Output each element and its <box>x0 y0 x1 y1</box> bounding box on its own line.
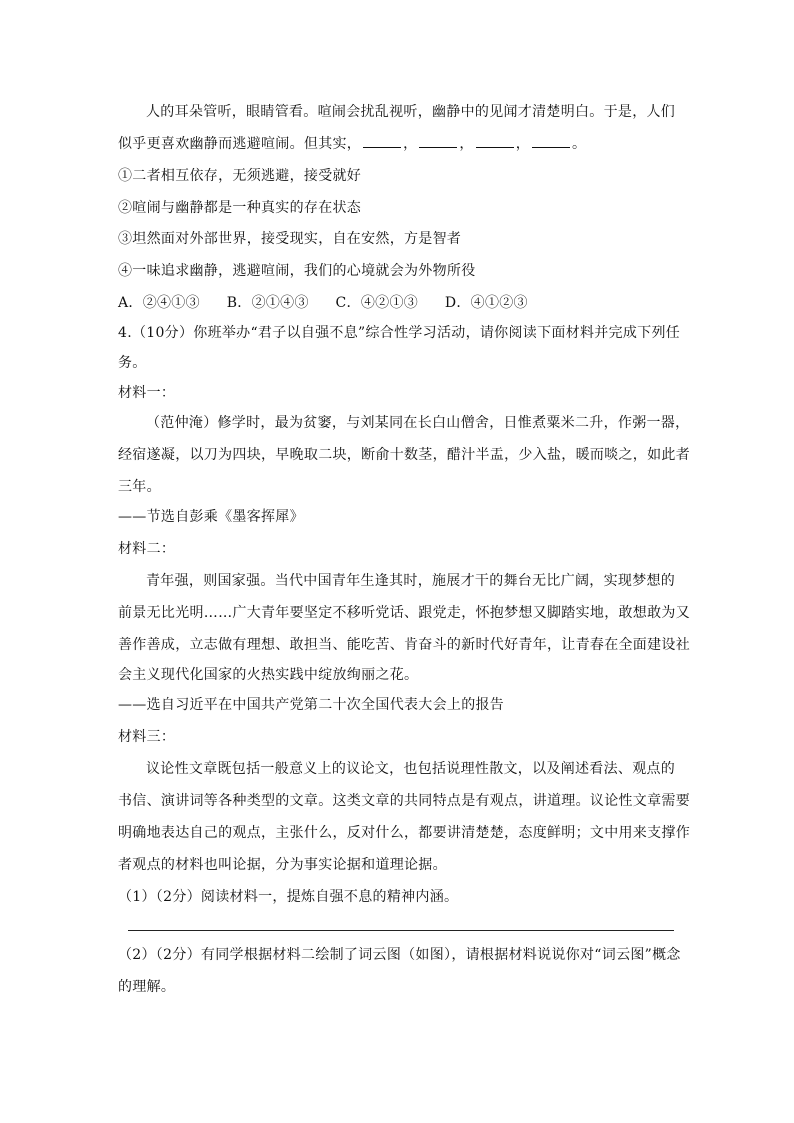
material-2-source: ——选自习近平在中国共产党第二十次全国代表大会上的报告 <box>118 697 505 713</box>
material-3-line: 明确地表达自己的观点，主张什么，反对什么，都要讲清楚楚，态度鲜明；文中用来支撑作 <box>118 825 690 841</box>
material-1-line: 三年。 <box>118 479 161 495</box>
answer-blank-2[interactable] <box>419 135 457 148</box>
option-d[interactable]: D．④①②③ <box>444 295 528 311</box>
material-3-line: 议论性文章既包括一般意义上的议论文，也包括说理性散文，以及阐述看法、观点的 <box>146 761 676 777</box>
q3-item-4: ④一味追求幽静，逃避喧闹，我们的心境就会为外物所役 <box>118 263 476 279</box>
q3-text-line-2-start: 似乎更喜欢幽静而逃避喧闹。但其实， <box>118 136 362 152</box>
answer-line[interactable] <box>128 930 674 931</box>
q3-item-3: ③坦然面对外部世界，接受现实，自在安然，方是智者 <box>118 231 462 247</box>
material-1-line: （范仲淹）修学时，最为贫窭，与刘某同在长白山僧舍，日惟煮粟米二升，作粥一器， <box>146 415 690 431</box>
q3-item-1: ①二者相互依存，无须逃避，接受就好 <box>118 168 362 184</box>
material-1-title: 材料一： <box>118 385 176 401</box>
q3-item-2: ②喧闹与幽静都是一种真实的存在状态 <box>118 200 362 216</box>
material-3-title: 材料三： <box>118 729 176 745</box>
material-1-line: 经宿遂凝，以刀为四块，早晚取二块，断俞十数茎，醋汁半盂，少入盐，暖而啖之，如此者 <box>118 447 690 463</box>
material-2-title: 材料二： <box>118 541 176 557</box>
q4-intro-line-2: 务。 <box>118 355 147 371</box>
material-2-line: 会主义现代化国家的火热实践中绽放绚丽之花。 <box>118 667 419 683</box>
separator: ， <box>459 136 474 152</box>
material-2-line: 前景无比光明……广大青年要坚定不移听党话、跟党走，怀抱梦想又脚踏实地，敢想敢为又 <box>118 605 690 621</box>
sub-question-1: （1）（2分）阅读材料一，提炼自强不息的精神内涵。 <box>118 889 459 905</box>
end-mark: 。 <box>572 136 587 152</box>
answer-blank-1[interactable] <box>363 135 401 148</box>
sub-question-2-line-1: （2）（2分）有同学根据材料二绘制了词云图（如图），请根据材料说说你对“词云图”概念 <box>118 947 681 963</box>
separator: ， <box>515 136 531 152</box>
q3-options <box>118 294 550 312</box>
option-b[interactable]: B．②①④③ <box>226 295 309 311</box>
material-1-source: ——节选自彭乘《墨客挥犀》 <box>118 509 304 525</box>
material-3-line: 书信、演讲词等各种类型的文章。这类文章的共同特点是有观点，讲道理。议论性文章需要 <box>118 793 690 809</box>
separator: ， <box>403 136 418 152</box>
sub-question-2-line-2: 的理解。 <box>118 979 176 995</box>
answer-blank-4[interactable] <box>532 135 570 148</box>
material-2-line: 善作善成，立志做有理想、敢担当、能吃苦、肯奋斗的新时代好青年，让青春在全面建设社 <box>118 637 690 653</box>
material-3-line: 者观点的材料也叫论据，分为事实论据和道理论据。 <box>118 857 447 873</box>
material-2-line: 青年强，则国家强。当代中国青年生逢其时，施展才干的舞台无比广阔，实现梦想的 <box>146 573 676 589</box>
q3-text-line-2 <box>118 135 586 153</box>
q3-text-line-1: 人的耳朵管听，眼睛管看。喧闹会扰乱视听，幽静中的见闻才清楚明白。于是，人们 <box>146 104 676 120</box>
answer-blank-3[interactable] <box>476 135 514 148</box>
option-c[interactable]: C．④②①③ <box>335 295 419 311</box>
q4-intro-line-1: 4.（10分）你班举办“君子以自强不息”综合性学习活动，请你阅读下面材料并完成下列任 <box>118 325 681 341</box>
option-a[interactable]: A．②④①③ <box>118 295 200 311</box>
